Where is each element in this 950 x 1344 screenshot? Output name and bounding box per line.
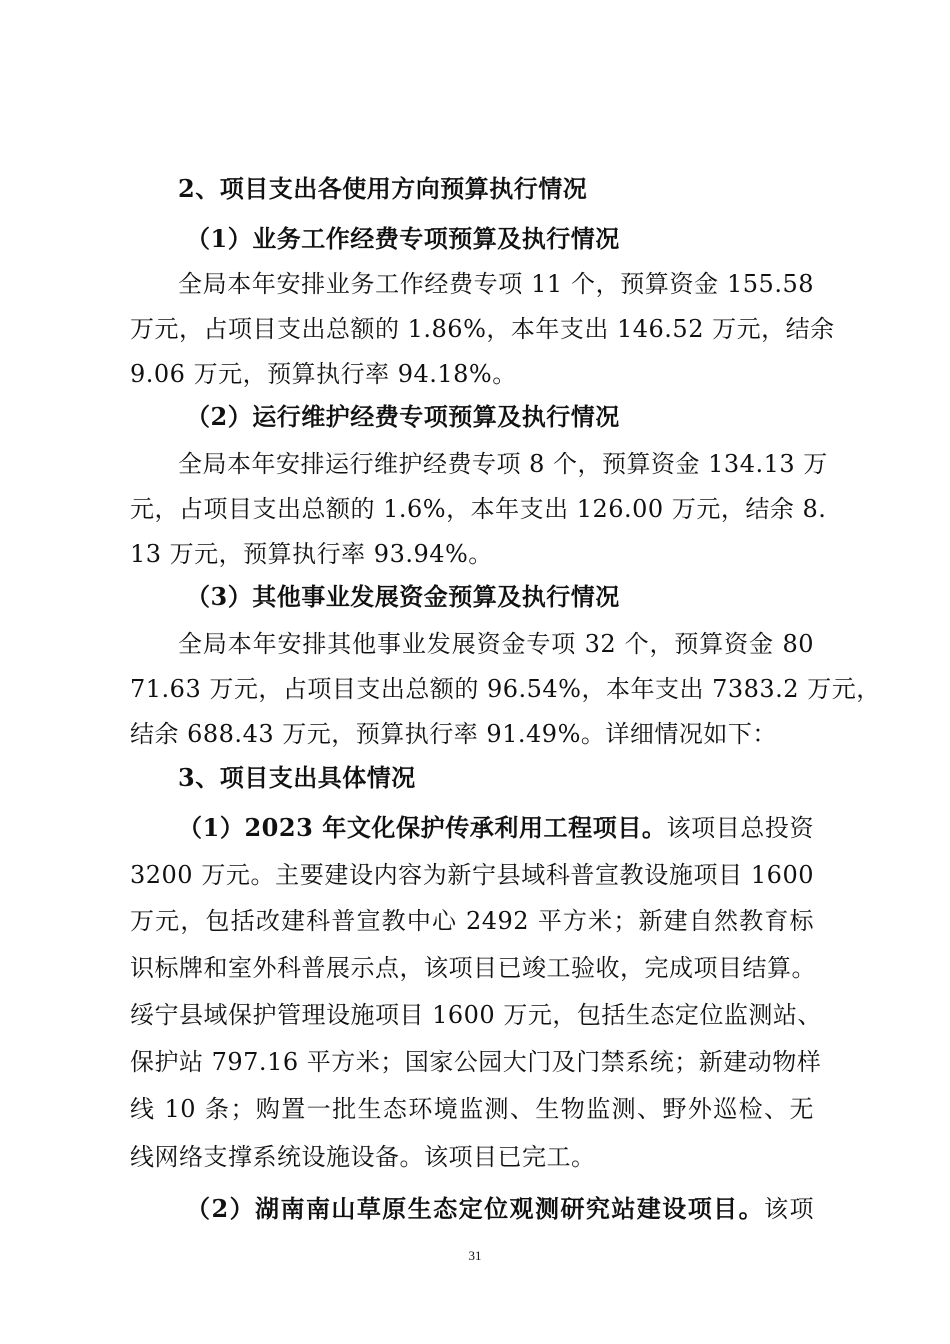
project-1-line: 识标牌和室外科普展示点，该项目已竣工验收，完成项目结算。 (130, 954, 816, 982)
project-1-line: 线 10 条；购置一批生态环境监测、生物监测、野外巡检、无 (130, 1095, 814, 1123)
paragraph-line: 13 万元，预算执行率 93.94%。 (130, 540, 493, 568)
subsection-heading: （3）其他事业发展资金预算及执行情况 (186, 582, 620, 611)
project-2-title: （2）湖南南山草原生态定位观测研究站建设项目。 (186, 1194, 765, 1223)
paragraph-line: 9.06 万元，预算执行率 94.18%。 (130, 360, 517, 388)
paragraph-line: 万元，占项目支出总额的 1.86%，本年支出 146.52 万元，结余 (130, 315, 835, 343)
page-number: 31 (468, 1248, 482, 1263)
paragraph-line: 全局本年安排业务工作经费专项 11 个，预算资金 155.58 (178, 270, 814, 298)
project-1-lead-rest: 该项目总投资 (666, 814, 814, 842)
project-2-lead-rest: 该项 (764, 1195, 814, 1223)
project-1-line: 绥宁县域保护管理设施项目 1600 万元，包括生态定位监测站、 (130, 1001, 822, 1029)
project-1-line: 保护站 797.16 平方米；国家公园大门及门禁系统；新建动物样 (130, 1048, 822, 1076)
paragraph-line: 全局本年安排其他事业发展资金专项 32 个，预算资金 80 (178, 630, 814, 658)
project-1-title: （1）2023 年文化保护传承利用工程项目。 (178, 813, 667, 842)
paragraph-line: 元，占项目支出总额的 1.6%，本年支出 126.00 万元，结余 8. (130, 495, 827, 523)
section-heading: 3、项目支出具体情况 (178, 763, 416, 792)
project-1-line: 万元，包括改建科普宣教中心 2492 平方米；新建自然教育标 (130, 907, 814, 935)
paragraph-line: 71.63 万元，占项目支出总额的 96.54%，本年支出 7383.2 万元， (130, 675, 881, 703)
paragraph-line: 全局本年安排运行维护经费专项 8 个，预算资金 134.13 万 (178, 450, 828, 478)
project-1-line: 3200 万元。主要建设内容为新宁县域科普宣教设施项目 1600 (130, 861, 814, 889)
section-heading: 2、项目支出各使用方向预算执行情况 (178, 174, 588, 203)
subsection-heading: （1）业务工作经费专项预算及执行情况 (186, 224, 620, 253)
project-1-lead-line (178, 811, 814, 845)
project-2-lead-line (186, 1192, 814, 1226)
project-1-line: 线网络支撑系统设施设备。该项目已完工。 (130, 1143, 596, 1171)
subsection-heading: （2）运行维护经费专项预算及执行情况 (186, 402, 620, 431)
paragraph-line: 结余 688.43 万元，预算执行率 91.49%。详细情况如下： (130, 720, 777, 748)
